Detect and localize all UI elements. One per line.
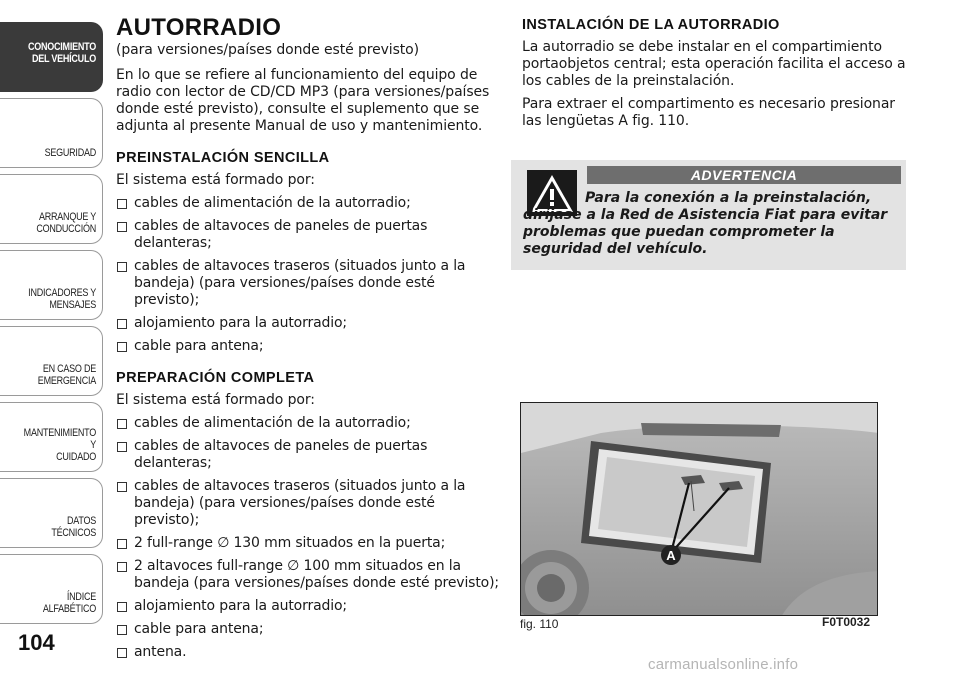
list-item-text: cables de altavoces traseros (situados junto a la bandeja) (para versiones/países donde esté previsto); (134, 258, 466, 308)
warning-box (511, 160, 906, 270)
checkbox-bullet-icon (117, 648, 127, 658)
list-item-text: cables de altavoces de paneles de puertas delanteras; (134, 218, 428, 251)
list-item-text: alojamiento para la autorradio; (134, 315, 347, 331)
list-item (116, 315, 502, 332)
list-item (116, 535, 502, 552)
list-item (116, 258, 502, 309)
preparacion-list (116, 415, 502, 661)
list-item (116, 621, 502, 638)
checkbox-bullet-icon (117, 199, 127, 209)
tab-label: MANTENIMIENTO Y CUIDADO (23, 427, 96, 463)
watermark: carmanualsonline.info (648, 656, 799, 673)
section-lead: El sistema está formado por: (116, 392, 315, 408)
checkbox-bullet-icon (117, 442, 127, 452)
tab-indicadores-y-mensajes[interactable] (0, 250, 103, 320)
list-item-text: alojamiento para la autorradio; (134, 598, 347, 614)
section-heading-instalacion: INSTALACIÓN DE LA AUTORRADIO (522, 17, 780, 33)
tab-conocimiento-del-vehiculo[interactable] (0, 22, 103, 92)
figure-caption: fig. 110 (520, 617, 559, 631)
list-item (116, 558, 502, 592)
figure-radio-compartment (520, 402, 878, 616)
tab-label: EN CASO DE EMERGENCIA (37, 363, 96, 387)
checkbox-bullet-icon (117, 539, 127, 549)
checkbox-bullet-icon (117, 222, 127, 232)
left-column (116, 14, 502, 667)
tab-en-caso-de-emergencia[interactable] (0, 326, 103, 396)
tab-indice-alfabetico[interactable] (0, 554, 103, 624)
tab-arranque-y-conduccion[interactable] (0, 174, 103, 244)
list-item (116, 644, 502, 661)
instalacion-paragraph-2: Para extraer el compartimento es necesario presionar las lengüetas A fig. 110. (522, 96, 895, 129)
list-item-text: cables de alimentación de la autorradio; (134, 195, 411, 211)
tab-seguridad[interactable] (0, 98, 103, 168)
page-title: AUTORRADIO (116, 14, 282, 41)
list-item-text: 2 full-range ∅ 130 mm situados en la puerta; (134, 535, 446, 551)
list-item (116, 195, 502, 212)
tab-label: CONOCIMIENTO DEL VEHÍCULO (27, 41, 96, 65)
checkbox-bullet-icon (117, 602, 127, 612)
instalacion-paragraph-1: La autorradio se debe instalar en el compartimiento portaobjetos central; esta operación facilita el acceso a los cables de la preinstalación. (522, 39, 906, 89)
section-heading-preinstalacion: PREINSTALACIÓN SENCILLA (116, 150, 330, 166)
checkbox-bullet-icon (117, 319, 127, 329)
right-column (522, 14, 912, 136)
list-item (116, 415, 502, 432)
radio-compartment-illustration (521, 403, 878, 616)
checkbox-bullet-icon (117, 625, 127, 635)
list-item-text: cables de altavoces de paneles de puertas delanteras; (134, 438, 428, 471)
intro-paragraph: En lo que se refiere al funcionamiento del equipo de radio con lector de CD/CD MP3 (para versiones/países donde esté previsto), consulte el suplemento que se adjunta al presente Manual de uso y mantenimiento. (116, 67, 490, 134)
warning-header: ADVERTENCIA (587, 166, 901, 184)
list-item (116, 438, 502, 472)
tab-label: INDICADORES Y MENSAJES (28, 287, 96, 311)
checkbox-bullet-icon (117, 562, 127, 572)
tab-label: ARRANQUE Y CONDUCCIÓN (36, 211, 96, 235)
list-item-text: cable para antena; (134, 621, 264, 637)
preinstalacion-list (116, 195, 502, 355)
list-item (116, 478, 502, 529)
tab-label: SEGURIDAD (44, 147, 96, 159)
list-item-text: cables de alimentación de la autorradio; (134, 415, 411, 431)
checkbox-bullet-icon (117, 262, 127, 272)
checkbox-bullet-icon (117, 342, 127, 352)
page-subtitle: (para versiones/países donde esté previsto) (116, 42, 419, 58)
tab-mantenimiento-y-cuidado[interactable] (0, 402, 103, 472)
tab-datos-tecnicos[interactable] (0, 478, 103, 548)
list-item-text: cables de altavoces traseros (situados junto a la bandeja) (para versiones/países donde esté previsto); (134, 478, 466, 528)
callout-a: A (666, 548, 676, 563)
section-heading-preparacion: PREPARACIÓN COMPLETA (116, 370, 315, 386)
list-item-text: antena. (134, 644, 187, 660)
checkbox-bullet-icon (117, 482, 127, 492)
checkbox-bullet-icon (117, 419, 127, 429)
list-item (116, 338, 502, 355)
list-item (116, 218, 502, 252)
warning-text: Para la conexión a la preinstalación, diríjase a la Red de Asistencia Fiat para evitar problemas que puedan comprometer la seguridad del vehículo. (523, 190, 888, 257)
page-number: 104 (18, 630, 55, 655)
section-lead: El sistema está formado por: (116, 172, 315, 188)
figure-code: F0T0032 (822, 615, 871, 629)
tab-label: ÍNDICE ALFABÉTICO (42, 591, 96, 615)
list-item-text: cable para antena; (134, 338, 264, 354)
list-item-text: 2 altavoces full-range ∅ 100 mm situados en la bandeja (para versiones/países donde esté previsto); (134, 558, 499, 591)
tab-label: DATOS TÉCNICOS (51, 515, 96, 539)
list-item (116, 598, 502, 615)
